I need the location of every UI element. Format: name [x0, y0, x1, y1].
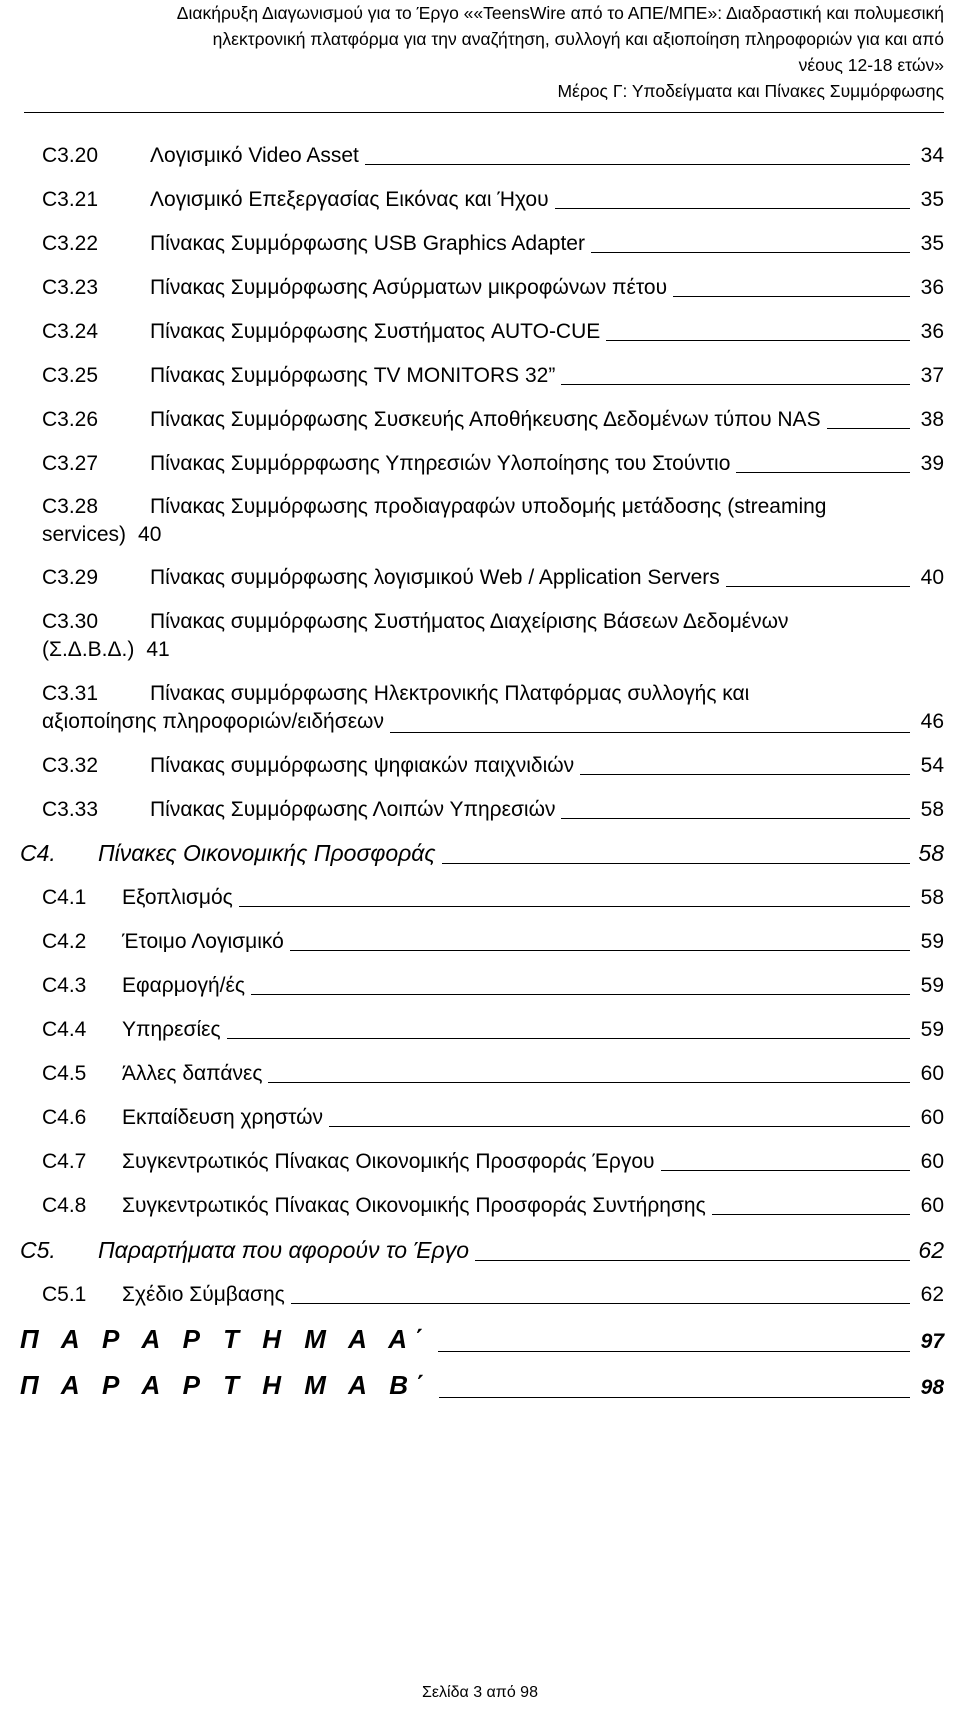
toc-leader: [555, 208, 910, 209]
header-line-1: Διακήρυξη Διαγωνισμού για το Έργο ««TeensWire από το ΑΠΕ/ΜΠΕ»: Διαδραστική και πολυμεσική: [176, 3, 944, 23]
toc-code: C3.25: [42, 364, 99, 387]
toc-page: 58: [918, 840, 944, 866]
toc-entry[interactable]: [42, 408, 944, 432]
toc-page: 36: [920, 320, 944, 343]
toc-title: Εκπαίδευση χρηστών: [122, 1106, 324, 1129]
toc-title: Πίνακας Συμμόρφωσης προδιαγραφών υποδομής μετάδοσης (streaming: [150, 495, 827, 518]
toc-entry[interactable]: [42, 144, 944, 168]
toc-title: Πίνακας Συμμόρρφωσης Υπηρεσιών Υλοποίησης του Στούντιο: [150, 452, 731, 475]
toc-leader: [268, 1082, 910, 1083]
toc-entry[interactable]: [42, 1018, 944, 1042]
toc-code: C4.6: [42, 1106, 87, 1129]
toc-title: Εξοπλισμός: [122, 886, 233, 909]
toc-code: C3.20: [42, 144, 99, 167]
toc-code: C4.8: [42, 1194, 87, 1217]
toc-page: 62: [920, 1283, 944, 1306]
toc-entry[interactable]: [42, 754, 944, 778]
toc-page: 58: [920, 798, 944, 821]
page-footer: Σελίδα 3 από 98: [422, 1684, 538, 1701]
toc-code: C3.22: [42, 232, 99, 255]
toc-leader: [673, 296, 910, 297]
toc-title: Συγκεντρωτικός Πίνακας Οικονομικής Προσφοράς Συντήρησης: [122, 1194, 706, 1217]
toc-leader: [591, 252, 910, 253]
toc-page: 59: [920, 974, 944, 997]
toc-leader: [290, 950, 910, 951]
toc-code: C3.32: [42, 754, 99, 777]
toc-page: 59: [920, 930, 944, 953]
toc-leader: [661, 1170, 911, 1171]
toc-entry[interactable]: [42, 1283, 944, 1307]
toc-code: C3.27: [42, 452, 99, 475]
toc-title: Πίνακας συμμόρφωσης Ηλεκτρονικής Πλατφόρμας συλλογής και: [150, 682, 750, 705]
header-line-2: ηλεκτρονική πλατφόρμα για την αναζήτηση, συλλογή και αξιοποίηση πληροφοριών για και από: [212, 29, 944, 49]
toc-leader: [438, 1351, 910, 1352]
header-line-3: νέους 12-18 ετών»: [798, 55, 944, 75]
toc-entry[interactable]: [42, 188, 944, 212]
toc-title: Σχέδιο Σύμβασης: [122, 1283, 285, 1306]
toc-leader: [239, 906, 910, 907]
toc-leader: [561, 384, 910, 385]
toc-entry[interactable]: [42, 974, 944, 998]
toc-page: 58: [920, 886, 944, 909]
toc-page: 35: [920, 232, 944, 255]
toc-code: C4.5: [42, 1062, 87, 1085]
toc-code: C3.24: [42, 320, 99, 343]
toc-leader: [580, 774, 910, 775]
toc-leader: [561, 818, 910, 819]
toc-title: Παραρτήματα που αφορούν το Έργο: [98, 1237, 469, 1263]
toc-entry[interactable]: [42, 276, 944, 300]
toc-page: 97: [920, 1330, 944, 1353]
toc-entry[interactable]: [42, 1194, 944, 1218]
toc-leader: [442, 863, 910, 864]
toc-title: Πίνακας συμμόρφωσης λογισμικού Web / Application Servers: [150, 566, 720, 589]
toc-code: C3.33: [42, 798, 99, 821]
toc-leader: [827, 428, 910, 429]
toc-title: Λογισμικό Επεξεργασίας Εικόνας και Ήχου: [150, 188, 549, 211]
toc-title: Πίνακας Συμμόρφωσης TV MONITORS 32”: [150, 364, 556, 387]
toc-leader: [227, 1038, 910, 1039]
toc-page: 60: [920, 1106, 944, 1129]
toc-page: 34: [920, 144, 944, 167]
toc-entry[interactable]: [42, 452, 944, 476]
toc-page: 40: [138, 523, 162, 546]
toc-entry[interactable]: [42, 1150, 944, 1174]
toc-leader: [606, 340, 910, 341]
toc-entry[interactable]: [42, 566, 944, 590]
toc-code: C4.4: [42, 1018, 87, 1041]
page-header: [24, 0, 944, 113]
toc-entry[interactable]: [42, 364, 944, 388]
toc-title: Λογισμικό Video Asset: [150, 144, 359, 167]
toc-page: 46: [920, 710, 944, 733]
toc-appendix-entry[interactable]: [20, 1324, 944, 1355]
toc-code: C3.23: [42, 276, 99, 299]
toc-code: C3.21: [42, 188, 99, 211]
toc-code: C3.26: [42, 408, 99, 431]
toc-title: Πίνακας Συμμόρφωσης Ασύρματων μικροφώνων πέτου: [150, 276, 668, 299]
toc-title: Πίνακες Οικονομικής Προσφοράς: [98, 840, 436, 866]
toc-page: 62: [918, 1237, 944, 1263]
toc-code: C4.2: [42, 930, 87, 953]
toc-code: C3.30: [42, 610, 99, 633]
toc-leader: [365, 164, 910, 165]
toc-code: C3.31: [42, 682, 99, 705]
toc-page: 60: [920, 1194, 944, 1217]
toc-title: Π Α Ρ Α Ρ Τ Η Μ Α Β΄: [20, 1370, 433, 1400]
toc-code: C4.7: [42, 1150, 87, 1173]
toc-code: C3.29: [42, 566, 99, 589]
toc-leader: [390, 732, 910, 733]
toc-leader: [251, 994, 910, 995]
toc-page: 35: [920, 188, 944, 211]
toc-page: 36: [920, 276, 944, 299]
toc-code: C3.28: [42, 495, 99, 518]
toc-title: Συγκεντρωτικός Πίνακας Οικονομικής Προσφοράς Έργου: [122, 1150, 655, 1173]
toc-page: 60: [920, 1150, 944, 1173]
toc-page: 39: [920, 452, 944, 475]
toc-page: 59: [920, 1018, 944, 1041]
toc-entry[interactable]: [42, 1062, 944, 1086]
toc-title: Πίνακας Συμμόρφωσης Λοιπών Υπηρεσιών: [150, 798, 556, 821]
toc-section-entry[interactable]: [20, 1237, 944, 1264]
toc-entry[interactable]: [42, 680, 944, 736]
toc-title-continued: services): [42, 523, 127, 546]
toc-entry[interactable]: [42, 232, 944, 256]
toc-code: C5.1: [42, 1283, 87, 1306]
toc-entry[interactable]: [42, 320, 944, 344]
toc-leader: [726, 586, 910, 587]
toc-title: Π Α Ρ Α Ρ Τ Η Μ Α Α΄: [20, 1324, 432, 1354]
toc-title-continued: (Σ.Δ.Β.Δ.): [42, 638, 135, 661]
toc-page: 54: [920, 754, 944, 777]
toc-title: Άλλες δαπάνες: [122, 1062, 263, 1085]
toc-leader: [736, 472, 910, 473]
toc-page: 40: [920, 566, 944, 589]
toc-entry[interactable]: [42, 798, 944, 822]
toc-title: Έτοιμο Λογισμικό: [122, 930, 284, 953]
toc-page: 37: [920, 364, 944, 387]
toc-title: Εφαρμογή/ές: [122, 974, 245, 997]
toc-title: Υπηρεσίες: [122, 1018, 221, 1041]
toc-entry[interactable]: [42, 886, 944, 910]
toc-entry[interactable]: [42, 930, 944, 954]
toc-appendix-entry[interactable]: [20, 1370, 944, 1401]
toc-page: 41: [146, 638, 170, 661]
toc-leader: [291, 1303, 910, 1304]
toc-code: C5.: [20, 1237, 56, 1263]
header-line-4: Μέρος Γ: Υποδείγματα και Πίνακες Συμμόρφωσης: [557, 81, 944, 101]
toc-entry[interactable]: [42, 1106, 944, 1130]
toc-entry[interactable]: [42, 608, 944, 664]
toc-code: C4.: [20, 840, 56, 866]
toc-title: Πίνακας Συμμόρφωσης Συσκευής Αποθήκευσης Δεδομένων τύπου NAS: [150, 408, 821, 431]
toc-code: C4.1: [42, 886, 87, 909]
toc-title: Πίνακας Συμμόρφωσης Συστήματος AUTO-CUE: [150, 320, 601, 343]
toc-section-entry[interactable]: [20, 840, 944, 867]
toc-page: 98: [920, 1376, 944, 1399]
toc-title: Πίνακας Συμμόρφωσης USB Graphics Adapter: [150, 232, 585, 255]
toc-leader: [439, 1397, 910, 1398]
toc-title: Πίνακας συμμόρφωσης Συστήματος Διαχείρισης Βάσεων Δεδομένων: [150, 610, 789, 633]
toc-page: 38: [920, 408, 944, 431]
toc-leader: [712, 1214, 910, 1215]
toc-title: Πίνακας συμμόρφωσης ψηφιακών παιχνιδιών: [150, 754, 575, 777]
toc-code: C4.3: [42, 974, 87, 997]
toc-page: 60: [920, 1062, 944, 1085]
toc-entry[interactable]: [42, 493, 944, 549]
toc-leader: [329, 1126, 910, 1127]
toc-title-continued: αξιοποίησης πληροφοριών/ειδήσεων: [42, 710, 384, 733]
toc-leader: [475, 1260, 910, 1261]
